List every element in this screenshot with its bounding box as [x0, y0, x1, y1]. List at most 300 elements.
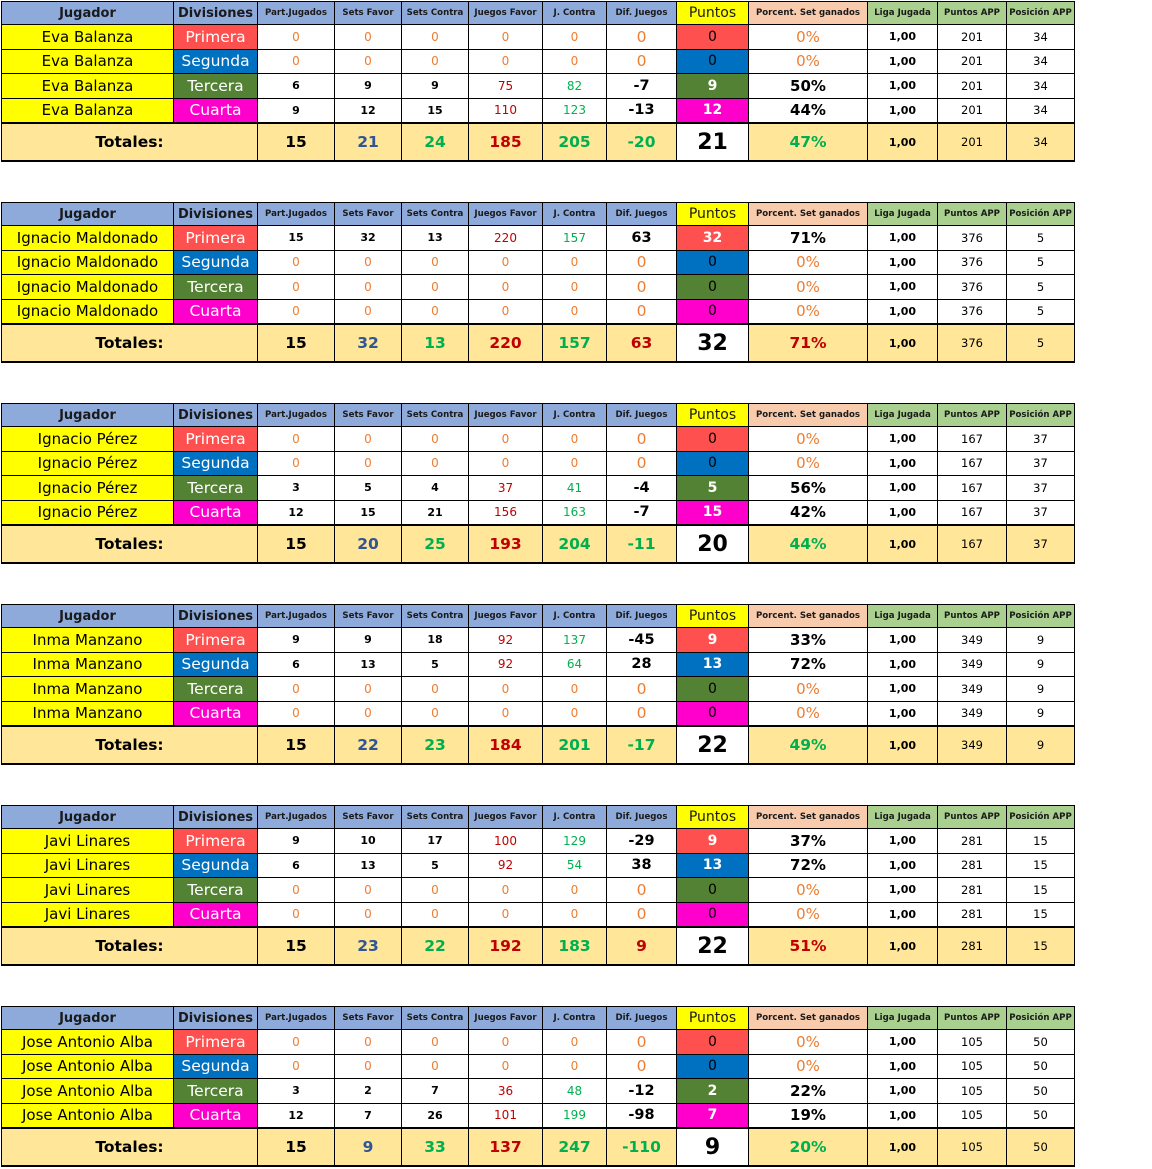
- cell-pct: 0%: [749, 299, 868, 324]
- player-name: Ignacio Pérez: [2, 427, 174, 452]
- table-header: [2, 605, 1075, 628]
- header-league: Liga Jugada: [868, 1007, 938, 1030]
- header-points: Puntos: [677, 806, 749, 829]
- cell-app-points: 167: [938, 427, 1007, 452]
- cell-points: 0: [677, 902, 749, 927]
- cell-app-points: 349: [938, 677, 1007, 702]
- player-name: Ignacio Pérez: [2, 476, 174, 501]
- header-league: Liga Jugada: [868, 203, 938, 226]
- header-games-diff: Dif. Juegos: [607, 605, 677, 628]
- cell-app-position: 50: [1007, 1103, 1075, 1128]
- cell-points: 7: [677, 1103, 749, 1128]
- cell-app-points: 201: [938, 25, 1007, 50]
- cell-played: 12: [258, 500, 335, 525]
- player-name: Ignacio Pérez: [2, 451, 174, 476]
- cell-pct: 56%: [749, 476, 868, 501]
- cell-games-for: 0: [469, 1054, 543, 1079]
- player-name: Ignacio Maldonado: [2, 250, 174, 275]
- cell-games-diff: -45: [607, 628, 677, 653]
- cell-games-diff: -7: [607, 74, 677, 99]
- totals-row: [2, 123, 1075, 161]
- cell-league: 1,00: [868, 1054, 938, 1079]
- cell-games-against: 0: [543, 1054, 607, 1079]
- total-games-for: 220: [469, 324, 543, 362]
- cell-points: 0: [677, 25, 749, 50]
- total-league: 1,00: [868, 726, 938, 764]
- header-sets-against: Sets Contra: [402, 605, 469, 628]
- cell-app-points: 281: [938, 829, 1007, 854]
- header-app-points: Puntos APP: [938, 2, 1007, 25]
- cell-games-against: 0: [543, 451, 607, 476]
- cell-sets-against: 9: [402, 74, 469, 99]
- cell-games-for: 0: [469, 275, 543, 300]
- cell-sets-against: 0: [402, 878, 469, 903]
- cell-games-diff: 0: [607, 299, 677, 324]
- division-label: Primera: [174, 628, 258, 653]
- cell-sets-for: 0: [335, 49, 402, 74]
- table-header: [2, 806, 1075, 829]
- cell-pct: 33%: [749, 628, 868, 653]
- cell-sets-against: 5: [402, 652, 469, 677]
- cell-app-points: 105: [938, 1079, 1007, 1104]
- total-played: 15: [258, 525, 335, 563]
- cell-app-position: 37: [1007, 451, 1075, 476]
- total-league: 1,00: [868, 927, 938, 965]
- cell-sets-for: 5: [335, 476, 402, 501]
- cell-games-against: 0: [543, 275, 607, 300]
- cell-app-position: 34: [1007, 25, 1075, 50]
- header-games-for: Juegos Favor: [469, 203, 543, 226]
- total-sets-for: 23: [335, 927, 402, 965]
- cell-played: 0: [258, 902, 335, 927]
- header-games-for: Juegos Favor: [469, 605, 543, 628]
- cell-sets-for: 9: [335, 74, 402, 99]
- cell-played: 0: [258, 49, 335, 74]
- header-app-position: Posición APP: [1007, 2, 1075, 25]
- cell-games-diff: 0: [607, 275, 677, 300]
- cell-app-position: 5: [1007, 275, 1075, 300]
- cell-games-against: 123: [543, 98, 607, 123]
- cell-games-against: 157: [543, 226, 607, 251]
- cell-played: 0: [258, 25, 335, 50]
- cell-games-against: 0: [543, 1030, 607, 1055]
- total-app-points: 201: [938, 123, 1007, 161]
- cell-pct: 44%: [749, 98, 868, 123]
- cell-games-for: 110: [469, 98, 543, 123]
- player-name: Ignacio Maldonado: [2, 226, 174, 251]
- cell-app-position: 15: [1007, 829, 1075, 854]
- total-pct: 71%: [749, 324, 868, 362]
- player-name: Ignacio Maldonado: [2, 299, 174, 324]
- player-table: [1, 604, 1075, 765]
- total-app-position: 15: [1007, 927, 1075, 965]
- cell-played: 6: [258, 853, 335, 878]
- cell-games-diff: 0: [607, 878, 677, 903]
- header-player: Jugador: [2, 1007, 174, 1030]
- cell-games-for: 0: [469, 427, 543, 452]
- total-played: 15: [258, 123, 335, 161]
- total-league: 1,00: [868, 525, 938, 563]
- cell-app-points: 281: [938, 853, 1007, 878]
- cell-league: 1,00: [868, 25, 938, 50]
- header-pct: Porcent. Set ganados: [749, 2, 868, 25]
- cell-sets-for: 0: [335, 451, 402, 476]
- header-app-position: Posición APP: [1007, 404, 1075, 427]
- header-league: Liga Jugada: [868, 2, 938, 25]
- header-games-diff: Dif. Juegos: [607, 404, 677, 427]
- cell-sets-against: 0: [402, 1030, 469, 1055]
- total-games-diff: 63: [607, 324, 677, 362]
- header-games-for: Juegos Favor: [469, 806, 543, 829]
- division-label: Tercera: [174, 1079, 258, 1104]
- header-app-position: Posición APP: [1007, 605, 1075, 628]
- cell-app-points: 376: [938, 275, 1007, 300]
- table-row: [2, 25, 1075, 50]
- division-label: Cuarta: [174, 902, 258, 927]
- total-app-points: 349: [938, 726, 1007, 764]
- cell-played: 15: [258, 226, 335, 251]
- player-name: Javi Linares: [2, 853, 174, 878]
- cell-league: 1,00: [868, 299, 938, 324]
- header-played: Part.Jugados: [258, 1007, 335, 1030]
- cell-games-for: 0: [469, 299, 543, 324]
- total-games-for: 192: [469, 927, 543, 965]
- division-label: Primera: [174, 1030, 258, 1055]
- total-app-points: 167: [938, 525, 1007, 563]
- cell-app-position: 9: [1007, 628, 1075, 653]
- cell-sets-for: 2: [335, 1079, 402, 1104]
- total-points: 20: [677, 525, 749, 563]
- division-label: Cuarta: [174, 1103, 258, 1128]
- cell-games-diff: -7: [607, 500, 677, 525]
- table-row: [2, 299, 1075, 324]
- cell-sets-for: 13: [335, 853, 402, 878]
- cell-points: 9: [677, 628, 749, 653]
- cell-played: 12: [258, 1103, 335, 1128]
- division-label: Cuarta: [174, 299, 258, 324]
- cell-app-position: 34: [1007, 74, 1075, 99]
- player-table: [1, 202, 1075, 363]
- table-row: [2, 476, 1075, 501]
- cell-pct: 0%: [749, 275, 868, 300]
- cell-sets-against: 5: [402, 853, 469, 878]
- table-row: [2, 878, 1075, 903]
- player-name: Javi Linares: [2, 878, 174, 903]
- table-row: [2, 427, 1075, 452]
- cell-sets-for: 0: [335, 427, 402, 452]
- header-games-diff: Dif. Juegos: [607, 203, 677, 226]
- header-sets-against: Sets Contra: [402, 1007, 469, 1030]
- table-row: [2, 226, 1075, 251]
- cell-games-diff: 0: [607, 701, 677, 726]
- cell-sets-against: 0: [402, 677, 469, 702]
- cell-points: 0: [677, 427, 749, 452]
- cell-sets-for: 32: [335, 226, 402, 251]
- header-sets-against: Sets Contra: [402, 203, 469, 226]
- cell-points: 0: [677, 275, 749, 300]
- cell-played: 9: [258, 829, 335, 854]
- header-app-points: Puntos APP: [938, 404, 1007, 427]
- table-row: [2, 500, 1075, 525]
- table-row: [2, 701, 1075, 726]
- cell-points: 0: [677, 250, 749, 275]
- total-app-points: 376: [938, 324, 1007, 362]
- division-label: Segunda: [174, 250, 258, 275]
- division-label: Primera: [174, 226, 258, 251]
- total-games-diff: -11: [607, 525, 677, 563]
- table-row: [2, 902, 1075, 927]
- header-points: Puntos: [677, 1007, 749, 1030]
- cell-games-diff: 38: [607, 853, 677, 878]
- header-player: Jugador: [2, 404, 174, 427]
- total-sets-for: 9: [335, 1128, 402, 1166]
- totals-label: Totales:: [2, 726, 258, 764]
- cell-sets-against: 0: [402, 25, 469, 50]
- total-played: 15: [258, 324, 335, 362]
- cell-games-against: 48: [543, 1079, 607, 1104]
- division-label: Segunda: [174, 451, 258, 476]
- cell-league: 1,00: [868, 275, 938, 300]
- table-row: [2, 98, 1075, 123]
- header-pct: Porcent. Set ganados: [749, 806, 868, 829]
- cell-points: 0: [677, 878, 749, 903]
- cell-games-for: 0: [469, 677, 543, 702]
- cell-league: 1,00: [868, 1030, 938, 1055]
- cell-app-position: 34: [1007, 98, 1075, 123]
- cell-sets-against: 0: [402, 427, 469, 452]
- total-sets-for: 32: [335, 324, 402, 362]
- cell-sets-for: 0: [335, 677, 402, 702]
- division-label: Primera: [174, 427, 258, 452]
- cell-sets-against: 26: [402, 1103, 469, 1128]
- division-label: Tercera: [174, 677, 258, 702]
- cell-app-points: 349: [938, 701, 1007, 726]
- header-player: Jugador: [2, 203, 174, 226]
- header-division: Divisiones: [174, 1007, 258, 1030]
- cell-app-position: 37: [1007, 427, 1075, 452]
- total-sets-against: 22: [402, 927, 469, 965]
- cell-sets-for: 0: [335, 250, 402, 275]
- cell-played: 3: [258, 476, 335, 501]
- cell-games-against: 0: [543, 299, 607, 324]
- cell-points: 0: [677, 49, 749, 74]
- total-played: 15: [258, 927, 335, 965]
- cell-games-for: 0: [469, 902, 543, 927]
- cell-app-points: 281: [938, 902, 1007, 927]
- cell-pct: 0%: [749, 878, 868, 903]
- total-played: 15: [258, 726, 335, 764]
- player-name: Jose Antonio Alba: [2, 1103, 174, 1128]
- cell-sets-for: 12: [335, 98, 402, 123]
- header-points: Puntos: [677, 605, 749, 628]
- cell-sets-for: 15: [335, 500, 402, 525]
- total-sets-for: 22: [335, 726, 402, 764]
- cell-pct: 50%: [749, 74, 868, 99]
- cell-app-points: 201: [938, 74, 1007, 99]
- total-games-against: 157: [543, 324, 607, 362]
- cell-games-for: 0: [469, 1030, 543, 1055]
- division-label: Cuarta: [174, 98, 258, 123]
- table-row: [2, 1054, 1075, 1079]
- table-row: [2, 853, 1075, 878]
- total-games-diff: -110: [607, 1128, 677, 1166]
- cell-sets-for: 0: [335, 878, 402, 903]
- header-points: Puntos: [677, 203, 749, 226]
- header-division: Divisiones: [174, 203, 258, 226]
- table-row: [2, 49, 1075, 74]
- division-label: Primera: [174, 25, 258, 50]
- header-league: Liga Jugada: [868, 806, 938, 829]
- total-games-against: 204: [543, 525, 607, 563]
- cell-games-diff: 0: [607, 451, 677, 476]
- cell-sets-for: 0: [335, 299, 402, 324]
- table-row: [2, 628, 1075, 653]
- cell-pct: 19%: [749, 1103, 868, 1128]
- total-games-for: 137: [469, 1128, 543, 1166]
- header-games-for: Juegos Favor: [469, 404, 543, 427]
- header-app-points: Puntos APP: [938, 1007, 1007, 1030]
- cell-games-diff: 0: [607, 1030, 677, 1055]
- cell-points: 5: [677, 476, 749, 501]
- player-name: Ignacio Maldonado: [2, 275, 174, 300]
- cell-app-position: 5: [1007, 226, 1075, 251]
- player-name: Eva Balanza: [2, 25, 174, 50]
- header-sets-for: Sets Favor: [335, 2, 402, 25]
- division-label: Tercera: [174, 476, 258, 501]
- total-league: 1,00: [868, 1128, 938, 1166]
- cell-played: 0: [258, 427, 335, 452]
- cell-played: 6: [258, 74, 335, 99]
- cell-games-diff: 0: [607, 49, 677, 74]
- cell-games-diff: 0: [607, 677, 677, 702]
- cell-sets-against: 0: [402, 299, 469, 324]
- cell-games-for: 0: [469, 25, 543, 50]
- header-pct: Porcent. Set ganados: [749, 605, 868, 628]
- total-sets-against: 23: [402, 726, 469, 764]
- cell-sets-against: 0: [402, 49, 469, 74]
- total-games-diff: -20: [607, 123, 677, 161]
- header-points: Puntos: [677, 404, 749, 427]
- cell-sets-for: 0: [335, 701, 402, 726]
- cell-pct: 0%: [749, 1030, 868, 1055]
- cell-app-points: 376: [938, 250, 1007, 275]
- cell-points: 9: [677, 74, 749, 99]
- cell-app-position: 5: [1007, 299, 1075, 324]
- cell-league: 1,00: [868, 250, 938, 275]
- division-label: Tercera: [174, 74, 258, 99]
- totals-label: Totales:: [2, 324, 258, 362]
- total-app-position: 37: [1007, 525, 1075, 563]
- header-played: Part.Jugados: [258, 2, 335, 25]
- cell-sets-for: 13: [335, 652, 402, 677]
- cell-app-points: 349: [938, 628, 1007, 653]
- cell-league: 1,00: [868, 49, 938, 74]
- cell-games-diff: -13: [607, 98, 677, 123]
- cell-games-for: 0: [469, 878, 543, 903]
- cell-pct: 37%: [749, 829, 868, 854]
- cell-league: 1,00: [868, 853, 938, 878]
- player-name: Inma Manzano: [2, 701, 174, 726]
- total-sets-against: 33: [402, 1128, 469, 1166]
- total-league: 1,00: [868, 123, 938, 161]
- cell-league: 1,00: [868, 1079, 938, 1104]
- cell-games-diff: 0: [607, 427, 677, 452]
- cell-app-position: 34: [1007, 49, 1075, 74]
- player-name: Eva Balanza: [2, 74, 174, 99]
- cell-league: 1,00: [868, 652, 938, 677]
- header-player: Jugador: [2, 2, 174, 25]
- total-points: 32: [677, 324, 749, 362]
- cell-app-position: 50: [1007, 1030, 1075, 1055]
- cell-games-for: 37: [469, 476, 543, 501]
- cell-pct: 0%: [749, 1054, 868, 1079]
- division-label: Cuarta: [174, 701, 258, 726]
- player-name: Eva Balanza: [2, 49, 174, 74]
- cell-points: 0: [677, 677, 749, 702]
- cell-app-position: 50: [1007, 1079, 1075, 1104]
- table-row: [2, 1079, 1075, 1104]
- total-app-position: 5: [1007, 324, 1075, 362]
- player-name: Jose Antonio Alba: [2, 1030, 174, 1055]
- cell-sets-for: 0: [335, 1030, 402, 1055]
- division-label: Segunda: [174, 1054, 258, 1079]
- cell-played: 0: [258, 677, 335, 702]
- table-header: [2, 2, 1075, 25]
- total-games-for: 193: [469, 525, 543, 563]
- cell-games-diff: -29: [607, 829, 677, 854]
- header-games-diff: Dif. Juegos: [607, 806, 677, 829]
- total-points: 21: [677, 123, 749, 161]
- cell-app-position: 9: [1007, 701, 1075, 726]
- cell-sets-against: 21: [402, 500, 469, 525]
- cell-games-against: 0: [543, 878, 607, 903]
- cell-games-against: 0: [543, 902, 607, 927]
- total-games-for: 184: [469, 726, 543, 764]
- cell-games-diff: 63: [607, 226, 677, 251]
- totals-row: [2, 525, 1075, 563]
- table-row: [2, 1103, 1075, 1128]
- cell-app-points: 167: [938, 500, 1007, 525]
- header-division: Divisiones: [174, 605, 258, 628]
- cell-app-position: 37: [1007, 500, 1075, 525]
- cell-pct: 72%: [749, 652, 868, 677]
- header-played: Part.Jugados: [258, 806, 335, 829]
- cell-played: 0: [258, 701, 335, 726]
- table-header: [2, 404, 1075, 427]
- cell-sets-against: 0: [402, 451, 469, 476]
- cell-games-for: 92: [469, 853, 543, 878]
- cell-app-points: 201: [938, 49, 1007, 74]
- header-division: Divisiones: [174, 806, 258, 829]
- cell-sets-against: 0: [402, 701, 469, 726]
- cell-app-points: 376: [938, 299, 1007, 324]
- header-app-points: Puntos APP: [938, 605, 1007, 628]
- table-row: [2, 275, 1075, 300]
- cell-sets-against: 13: [402, 226, 469, 251]
- cell-league: 1,00: [868, 902, 938, 927]
- table-row: [2, 652, 1075, 677]
- header-app-position: Posición APP: [1007, 806, 1075, 829]
- total-games-against: 183: [543, 927, 607, 965]
- header-played: Part.Jugados: [258, 404, 335, 427]
- cell-points: 15: [677, 500, 749, 525]
- cell-points: 32: [677, 226, 749, 251]
- total-app-position: 34: [1007, 123, 1075, 161]
- cell-games-for: 156: [469, 500, 543, 525]
- cell-games-against: 54: [543, 853, 607, 878]
- header-sets-for: Sets Favor: [335, 806, 402, 829]
- cell-sets-against: 4: [402, 476, 469, 501]
